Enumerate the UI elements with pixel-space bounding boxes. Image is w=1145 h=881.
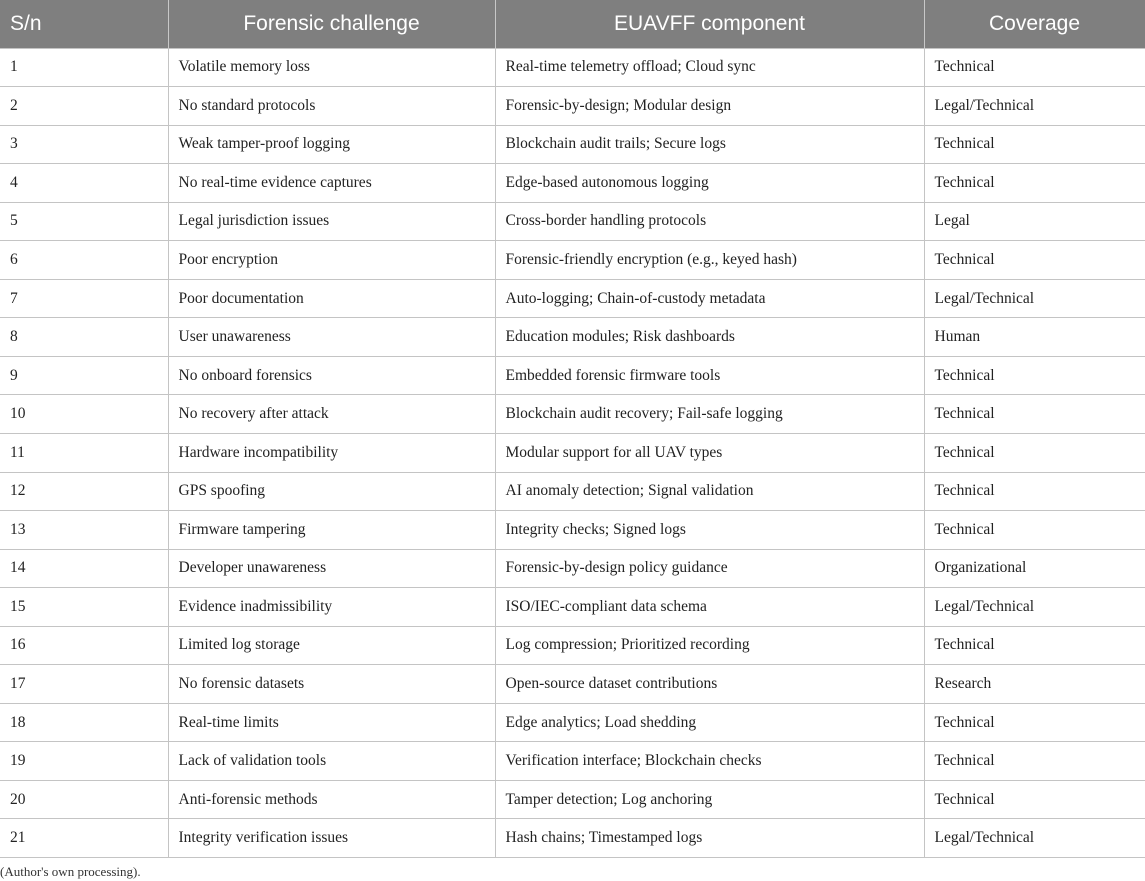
cell-euavff-component: Real-time telemetry offload; Cloud sync — [495, 48, 924, 87]
cell-euavff-component: Cross-border handling protocols — [495, 202, 924, 241]
cell-sn: 12 — [0, 472, 168, 511]
cell-sn: 8 — [0, 318, 168, 357]
table-row — [0, 703, 1145, 742]
cell-coverage: Legal/Technical — [924, 87, 1145, 126]
cell-euavff-component: Log compression; Prioritized recording — [495, 626, 924, 665]
cell-coverage: Technical — [924, 356, 1145, 395]
cell-forensic-challenge: No onboard forensics — [168, 356, 495, 395]
cell-coverage: Technical — [924, 48, 1145, 87]
cell-sn: 4 — [0, 164, 168, 203]
cell-coverage: Organizational — [924, 549, 1145, 588]
cell-coverage: Technical — [924, 511, 1145, 550]
cell-coverage: Technical — [924, 780, 1145, 819]
cell-euavff-component: ISO/IEC-compliant data schema — [495, 588, 924, 627]
cell-forensic-challenge: Integrity verification issues — [168, 819, 495, 858]
cell-sn: 18 — [0, 703, 168, 742]
cell-sn: 20 — [0, 780, 168, 819]
table-row — [0, 819, 1145, 858]
table-row — [0, 588, 1145, 627]
cell-sn: 5 — [0, 202, 168, 241]
cell-euavff-component: AI anomaly detection; Signal validation — [495, 472, 924, 511]
cell-coverage: Technical — [924, 472, 1145, 511]
cell-coverage: Technical — [924, 626, 1145, 665]
cell-sn: 2 — [0, 87, 168, 126]
table-row — [0, 48, 1145, 87]
cell-euavff-component: Blockchain audit recovery; Fail-safe logging — [495, 395, 924, 434]
cell-coverage: Legal/Technical — [924, 279, 1145, 318]
table-row — [0, 433, 1145, 472]
cell-sn: 11 — [0, 433, 168, 472]
header-euavff-component: EUAVFF component — [495, 0, 924, 48]
cell-coverage: Legal/Technical — [924, 819, 1145, 858]
header-coverage: Coverage — [924, 0, 1145, 48]
cell-coverage: Technical — [924, 395, 1145, 434]
cell-euavff-component: Open-source dataset contributions — [495, 665, 924, 704]
cell-sn: 14 — [0, 549, 168, 588]
cell-sn: 3 — [0, 125, 168, 164]
table-row — [0, 164, 1145, 203]
cell-forensic-challenge: No real-time evidence captures — [168, 164, 495, 203]
cell-forensic-challenge: Hardware incompatibility — [168, 433, 495, 472]
cell-forensic-challenge: Poor documentation — [168, 279, 495, 318]
cell-euavff-component: Education modules; Risk dashboards — [495, 318, 924, 357]
cell-euavff-component: Hash chains; Timestamped logs — [495, 819, 924, 858]
cell-forensic-challenge: User unawareness — [168, 318, 495, 357]
cell-sn: 19 — [0, 742, 168, 781]
cell-euavff-component: Integrity checks; Signed logs — [495, 511, 924, 550]
table-row — [0, 742, 1145, 781]
cell-euavff-component: Blockchain audit trails; Secure logs — [495, 125, 924, 164]
cell-coverage: Legal — [924, 202, 1145, 241]
table-row — [0, 472, 1145, 511]
table-row — [0, 395, 1145, 434]
cell-coverage: Legal/Technical — [924, 588, 1145, 627]
cell-forensic-challenge: Poor encryption — [168, 241, 495, 280]
cell-euavff-component: Embedded forensic firmware tools — [495, 356, 924, 395]
table-row — [0, 202, 1145, 241]
cell-forensic-challenge: No forensic datasets — [168, 665, 495, 704]
cell-forensic-challenge: No recovery after attack — [168, 395, 495, 434]
cell-euavff-component: Edge-based autonomous logging — [495, 164, 924, 203]
cell-forensic-challenge: Anti-forensic methods — [168, 780, 495, 819]
header-forensic-challenge: Forensic challenge — [168, 0, 495, 48]
cell-coverage: Research — [924, 665, 1145, 704]
table-row — [0, 125, 1145, 164]
table-row — [0, 356, 1145, 395]
cell-sn: 21 — [0, 819, 168, 858]
cell-euavff-component: Tamper detection; Log anchoring — [495, 780, 924, 819]
cell-coverage: Human — [924, 318, 1145, 357]
cell-forensic-challenge: Evidence inadmissibility — [168, 588, 495, 627]
cell-sn: 7 — [0, 279, 168, 318]
cell-coverage: Technical — [924, 241, 1145, 280]
table-row — [0, 241, 1145, 280]
cell-sn: 1 — [0, 48, 168, 87]
cell-coverage: Technical — [924, 742, 1145, 781]
cell-forensic-challenge: Limited log storage — [168, 626, 495, 665]
cell-sn: 13 — [0, 511, 168, 550]
header-row — [0, 0, 1145, 48]
table-row — [0, 87, 1145, 126]
cell-euavff-component: Forensic-friendly encryption (e.g., keyed hash) — [495, 241, 924, 280]
cell-forensic-challenge: No standard protocols — [168, 87, 495, 126]
cell-coverage: Technical — [924, 125, 1145, 164]
table-body — [0, 48, 1145, 857]
cell-forensic-challenge: Weak tamper-proof logging — [168, 125, 495, 164]
table-row — [0, 780, 1145, 819]
cell-euavff-component: Modular support for all UAV types — [495, 433, 924, 472]
cell-forensic-challenge: Real-time limits — [168, 703, 495, 742]
cell-euavff-component: Verification interface; Blockchain checks — [495, 742, 924, 781]
cell-forensic-challenge: Lack of validation tools — [168, 742, 495, 781]
cell-euavff-component: Forensic-by-design; Modular design — [495, 87, 924, 126]
cell-coverage: Technical — [924, 703, 1145, 742]
table-row — [0, 665, 1145, 704]
cell-sn: 10 — [0, 395, 168, 434]
cell-coverage: Technical — [924, 433, 1145, 472]
table-footnote: (Author's own processing). — [0, 864, 141, 879]
cell-forensic-challenge: Legal jurisdiction issues — [168, 202, 495, 241]
cell-forensic-challenge: GPS spoofing — [168, 472, 495, 511]
cell-sn: 17 — [0, 665, 168, 704]
cell-euavff-component: Forensic-by-design policy guidance — [495, 549, 924, 588]
cell-euavff-component: Edge analytics; Load shedding — [495, 703, 924, 742]
cell-sn: 6 — [0, 241, 168, 280]
cell-sn: 16 — [0, 626, 168, 665]
cell-sn: 9 — [0, 356, 168, 395]
cell-forensic-challenge: Developer unawareness — [168, 549, 495, 588]
table-row — [0, 626, 1145, 665]
cell-forensic-challenge: Firmware tampering — [168, 511, 495, 550]
table-row — [0, 511, 1145, 550]
cell-forensic-challenge: Volatile memory loss — [168, 48, 495, 87]
cell-euavff-component: Auto-logging; Chain-of-custody metadata — [495, 279, 924, 318]
table-row — [0, 279, 1145, 318]
table-row — [0, 318, 1145, 357]
table-header — [0, 0, 1145, 48]
header-sn: S/n — [0, 0, 168, 48]
cell-sn: 15 — [0, 588, 168, 627]
table-row — [0, 549, 1145, 588]
cell-coverage: Technical — [924, 164, 1145, 203]
